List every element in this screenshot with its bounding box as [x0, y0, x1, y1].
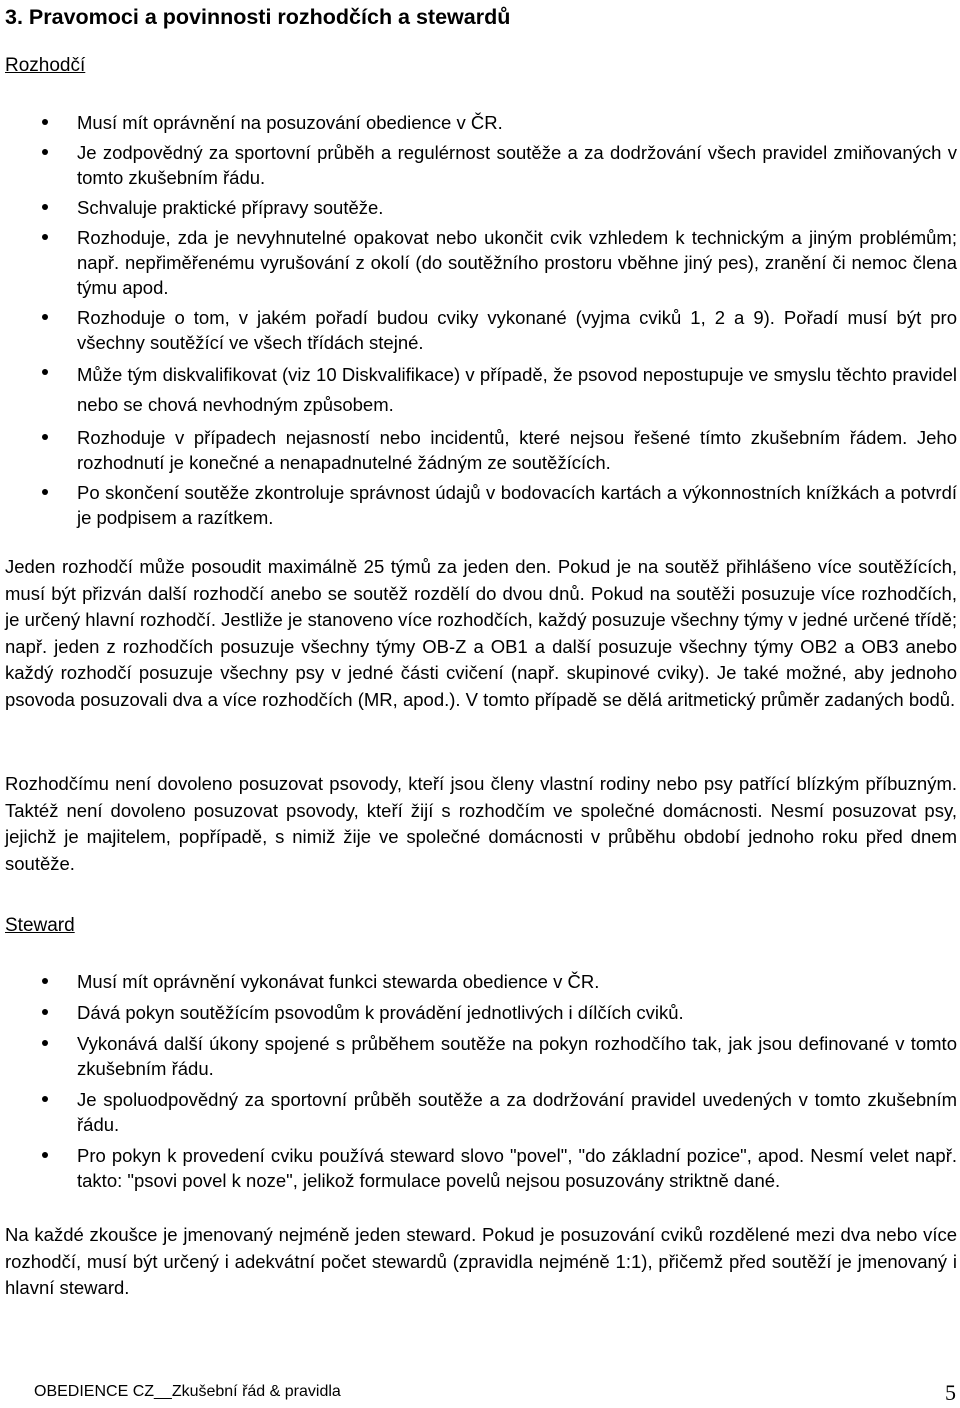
page-number: 5	[945, 1380, 956, 1405]
list-item: Schvaluje praktické přípravy soutěže.	[5, 195, 957, 220]
document-page	[5, 0, 957, 1408]
steward-heading: Steward	[5, 915, 75, 936]
list-item: Rozhoduje o tom, v jakém pořadí budou cviky vykonané (vyjma cviků 1, 2 a 9). Pořadí musí být pro všechny soutěžící ve všech třídách stejné.	[5, 305, 957, 355]
steward-paragraph: Na každé zkoušce je jmenovaný nejméně jeden steward. Pokud je posuzování cviků rozdělené mezi dva nebo více rozhodčí, musí být určený i adekvátní počet stewardů (zpravidla nejméně 1:1), přičemž před soutěží je jmenovaný i hlavní steward.	[5, 1224, 957, 1298]
list-item: Musí mít oprávnění vykonávat funkci stewarda obedience v ČR.	[5, 969, 957, 994]
section-title: 3. Pravomoci a povinnosti rozhodčích a stewardů	[5, 5, 511, 29]
list-item: Po skončení soutěže zkontroluje správnost údajů v bodovacích kartách a výkonnostních knížkách a potvrdí je podpisem a razítkem.	[5, 480, 957, 530]
list-item: Rozhoduje, zda je nevyhnutelné opakovat nebo ukončit cvik vzhledem k technickým a jiným problémům; např. nepřiměřenému vyrušování z okolí (do soutěžního prostoru vběhne jiný pes), zranění či nemoc člena týmu apod.	[5, 225, 957, 300]
list-item: Vykonává další úkony spojené s průběhem soutěže na pokyn rozhodčího tak, jak jsou definované v tomto zkušebním řádu.	[5, 1031, 957, 1081]
list-item: Rozhoduje v případech nejasností nebo incidentů, které nejsou řešené tímto zkušebním řádem. Jeho rozhodnutí je konečné a nenapadnutelné žádným ze soutěžících.	[5, 425, 957, 475]
list-item: Může tým diskvalifikovat (viz 10 Diskvalifikace) v případě, že psovod nepostupuje ve smyslu těchto pravidel nebo se chová nevhodným způsobem.	[5, 360, 957, 420]
list-item: Dává pokyn soutěžícím psovodům k provádění jednotlivých i dílčích cviků.	[5, 1000, 957, 1025]
footer-text: OBEDIENCE CZ__Zkušební řád & pravidla	[34, 1383, 341, 1400]
referee-paragraph-restrictions: Rozhodčímu není dovoleno posuzovat psovody, kteří jsou členy vlastní rodiny nebo psy patřící blízkým příbuzným. Taktéž není dovoleno posuzovat psovody, kteří žijí s rozhodčím ve společné domácnosti. Nesmí posuzovat psy, jejichž je majitelem, popřípadě, s nimiž žije ve společné domácnosti v průběhu období jednoho roku před dnem soutěže.	[5, 773, 957, 874]
referee-paragraph-capacity: Jeden rozhodčí může posoudit maximálně 25 týmů za jeden den. Pokud je na soutěž přihlášeno více soutěžících, musí být přizván další rozhodčí anebo se soutěž rozdělí do dvou dnů. Pokud na soutěži posuzuje více rozhodčích, je určený hlavní rozhodčí. Jestliže je stanoveno více rozhodčích, každý posuzuje všechny týmy v jedné určené třídě; např. jeden z rozhodčích posuzuje všechny týmy OB-Z a OB1 a další posuzuje všechny týmy OB2 a OB3 anebo každý rozhodčí posuzuje všechny psy v jedné části cvičení (např. skupinové cviky). Je také možné, aby jednoho psovoda posuzovali dva a více rozhodčích (MR, apod.). V tomto případě se dělá aritmetický průměr zadaných bodů.	[5, 556, 957, 710]
steward-duties-list	[5, 969, 957, 1193]
referee-duties-list	[5, 110, 957, 535]
list-item: Je spoluodpovědný za sportovní průběh soutěže a za dodržování pravidel uvedených v tomto zkušebním řádu.	[5, 1087, 957, 1137]
referee-heading: Rozhodčí	[5, 55, 86, 76]
list-item: Musí mít oprávnění na posuzování obedience v ČR.	[5, 110, 957, 135]
list-item: Je zodpovědný za sportovní průběh a regulérnost soutěže a za dodržování všech pravidel zmiňovaných v tomto zkušebním řádu.	[5, 140, 957, 190]
list-item: Pro pokyn k provedení cviku používá steward slovo "povel", "do základní pozice", apod. Nesmí velet např. takto: "psovi povel k noze", jelikož formulace povelů nejsou posuzovány striktně dané.	[5, 1143, 957, 1193]
